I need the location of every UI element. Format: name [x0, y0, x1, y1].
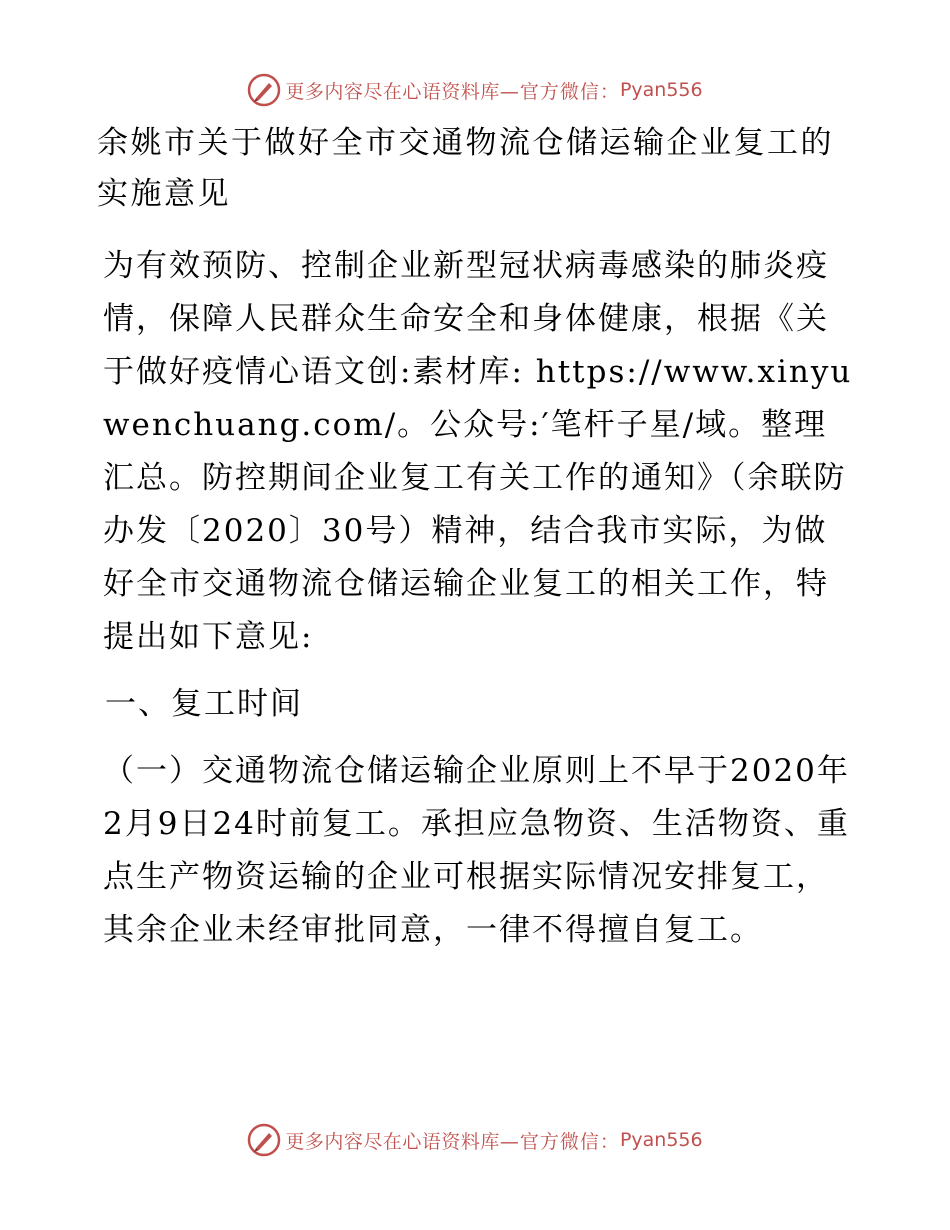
- banner-wechat-id: Pyan556: [619, 79, 703, 101]
- document-body: [97, 118, 857, 971]
- document-title: 余姚市关于做好全市交通物流仓储运输企业复工的实施意见: [97, 125, 834, 212]
- banner-sub-text: —官方微信：: [499, 1130, 620, 1153]
- pen-logo-icon: [247, 1123, 281, 1157]
- header-watermark-banner: [0, 70, 950, 110]
- banner-main-text: 更多内容尽在心语资料库: [285, 80, 500, 103]
- banner-sub-text: —官方微信：: [499, 80, 620, 103]
- footer-watermark-banner: [0, 1120, 950, 1160]
- section-heading: 一、复工时间: [105, 686, 303, 722]
- pen-logo-icon: [247, 73, 281, 107]
- banner-wechat-id: Pyan556: [619, 1129, 703, 1151]
- section-item-paragraph: （一）交通物流仓储运输企业原则上不早于2020年2月9日24时前复工。承担应急物资、生活物资、重点生产物资运输的企业可根据实际情况安排复工，其余企业未经审批同意，一律不得擅自复工。: [103, 753, 850, 948]
- banner-main-text: 更多内容尽在心语资料库: [285, 1130, 500, 1153]
- intro-paragraph: 为有效预防、控制企业新型冠状病毒感染的肺炎疫情，保障人民群众生命安全和身体健康，根据《关于做好疫情心语文创:素材库: https://www.xinyuwenchuang.com/。公众号:′笔杆子星/域。整理汇总。防控期间企业复工有关工作的通知》（余联防办发〔2020〕30号）精神，结合我市实际，为做好全市交通物流仓储运输企业复工的相关工作，特提出如下意见:: [103, 248, 853, 655]
